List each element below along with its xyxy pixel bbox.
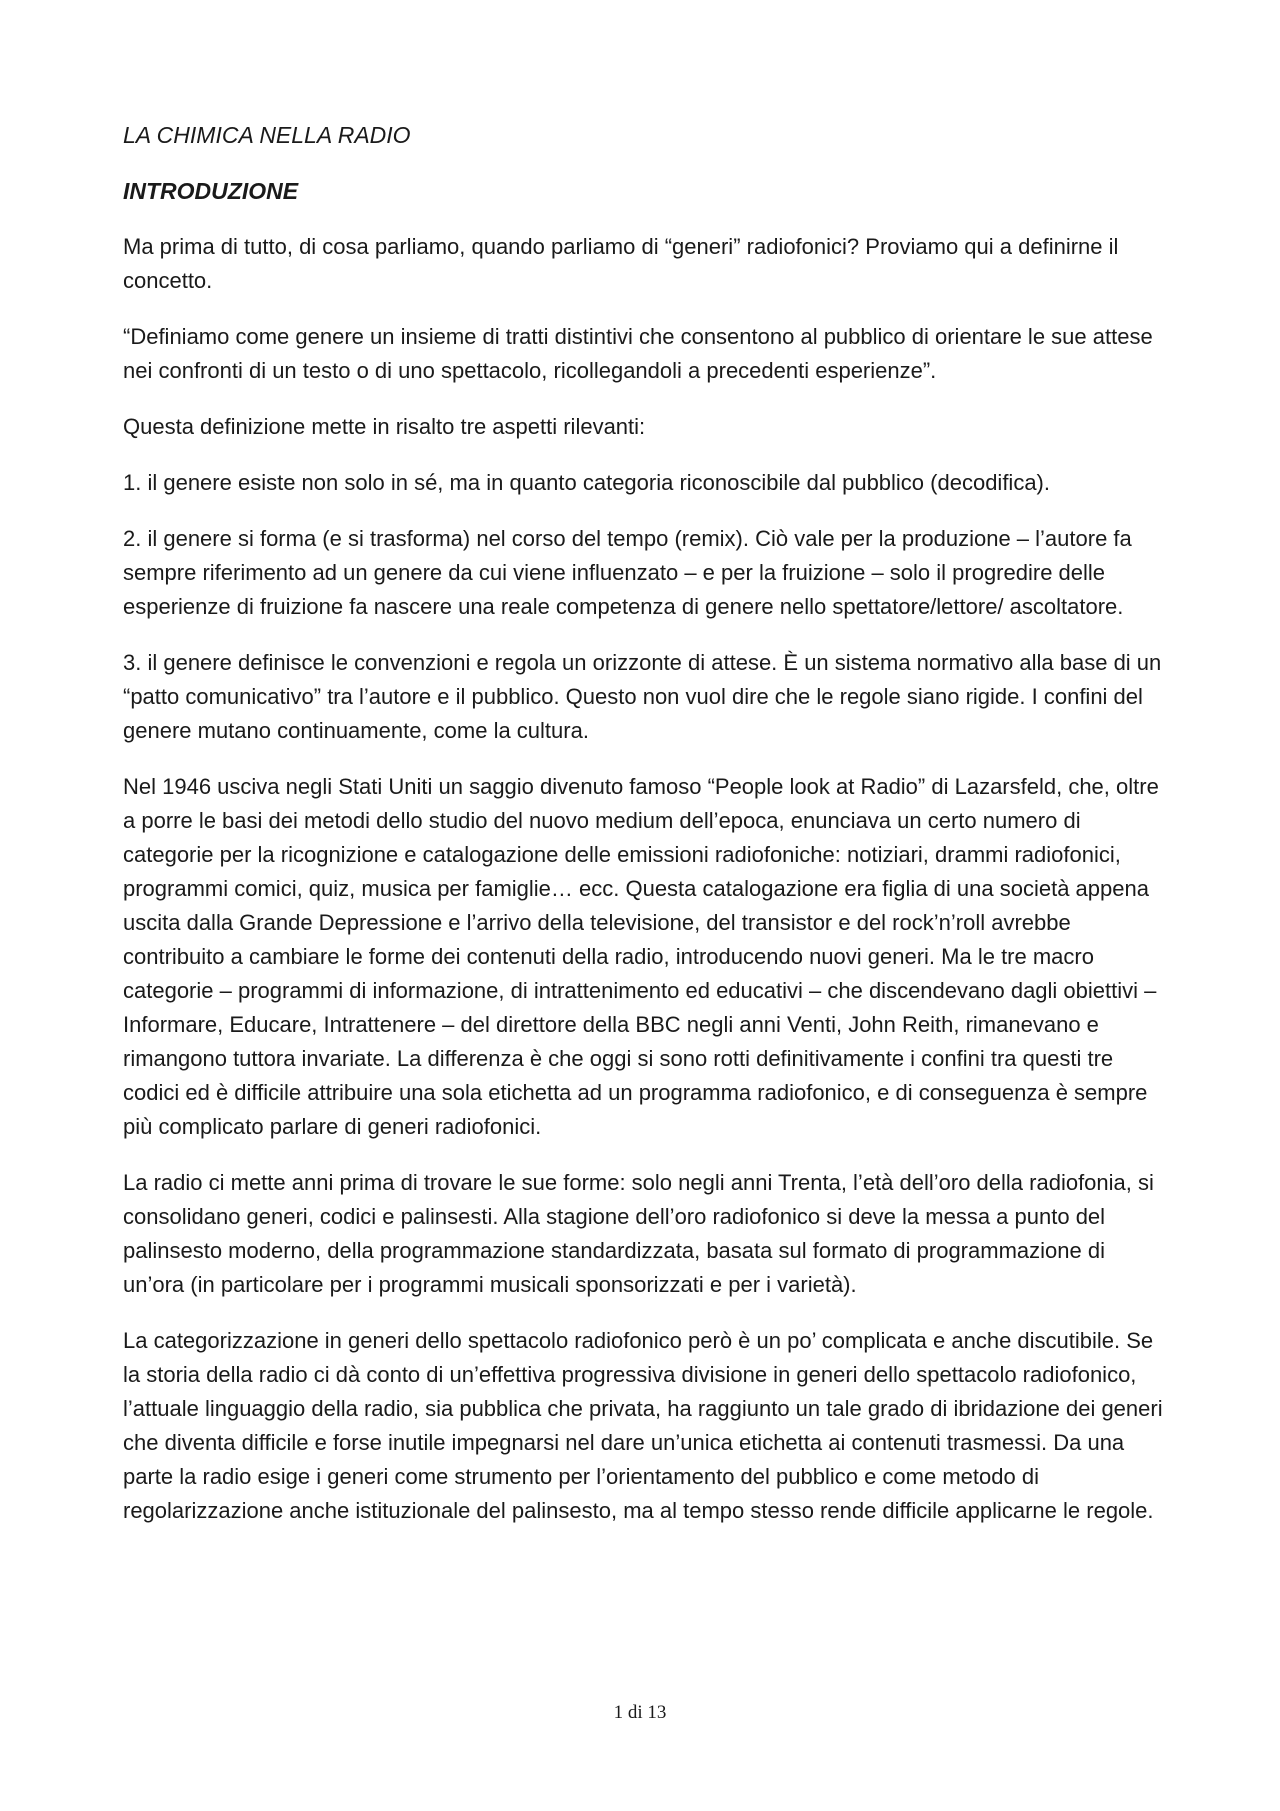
paragraph-golden-age: La radio ci mette anni prima di trovare le sue forme: solo negli anni Trenta, l’età dell’oro della radiofonia, si consolidano generi, codici e palinsesti. Alla stagione dell’oro radiofonico si deve la messa a punto del palinsesto moderno, della programmazione standardizzata, basata sul formato di programmazione di un’ora (in particolare per i programmi musicali sponsorizzati e per i varietà). [123,1170,1154,1297]
paragraph-categorization: La categorizzazione in generi dello spettacolo radiofonico però è un po’ complicata e anche discutibile. Se la storia della radio ci dà conto di un’effettiva progressiva divisione in generi dello spettacolo radiofonico, l’attuale linguaggio della radio, sia pubblica che privata, ha raggiunto un tale grado di ibridazione dei generi che diventa difficile e forse inutile impegnarsi nel dare un’unica etichetta ai contenuti trasmessi. Da una parte la radio esige i generi come strumento per l’orientamento del pubblico e come metodo di regolarizzazione anche istituzionale del palinsesto, ma al tempo stesso rende difficile applicarne le regole. [123,1328,1163,1523]
paragraph-point-1: 1. il genere esiste non solo in sé, ma in quanto categoria riconoscibile dal pubblico (decodifica). [123,470,1050,495]
document-body [123,118,1163,1550]
paragraph-aspects-intro: Questa definizione mette in risalto tre aspetti rilevanti: [123,414,646,439]
paragraph-lazarsfeld: Nel 1946 usciva negli Stati Uniti un saggio divenuto famoso “People look at Radio” di Lazarsfeld, che, oltre a porre le basi dei metodi dello studio del nuovo medium dell’epoca, enunciava un certo numero di categorie per la ricognizione e catalogazione delle emissioni radiofoniche: notiziari, drammi radiofonici, programmi comici, quiz, musica per famiglie… ecc. Questa catalogazione era figlia di una società appena uscita dalla Grande Depressione e l’arrivo della televisione, del transistor e del rock’n’roll avrebbe contribuito a cambiare le forme dei contenuti della radio, introducendo nuovi generi. Ma le tre macro categorie – programmi di informazione, di intrattenimento ed educativi – che discendevano dagli obiettivi – Informare, Educare, Intrattenere – del direttore della BBC negli anni Venti, John Reith, rimanevano e rimangono tuttora invariate. La differenza è che oggi si sono rotti definitivamente i confini tra questi tre codici ed è difficile attribuire una sola etichetta ad un programma radiofonico, e di conseguenza è sempre più complicato parlare di generi radiofonici. [123,774,1159,1139]
paragraph-point-2: 2. il genere si forma (e si trasforma) nel corso del tempo (remix). Ciò vale per la produzione – l’autore fa sempre riferimento ad un genere da cui viene influenzato – e per la fruizione – solo il progredire delle esperienze di fruizione fa nascere una reale competenza di genere nello spettatore/lettore/ ascoltatore. [123,526,1132,619]
paragraph-intro: Ma prima di tutto, di cosa parliamo, quando parliamo di “generi” radiofonici? Proviamo qui a definirne il concetto. [123,234,1119,293]
document-title: LA CHIMICA NELLA RADIO [123,122,411,148]
page-number: 1 di 13 [613,1702,667,1723]
paragraph-definition-quote: “Definiamo come genere un insieme di tratti distintivi che consentono al pubblico di orientare le sue attese nei confronti di un testo o di uno spettacolo, ricollegandoli a precedenti esperienze”. [123,324,1153,383]
paragraph-point-3: 3. il genere definisce le convenzioni e regola un orizzonte di attese. È un sistema normativo alla base di un “patto comunicativo” tra l’autore e il pubblico. Questo non vuol dire che le regole siano rigide. I confini del genere mutano continuamente, come la cultura. [123,650,1162,743]
section-title: INTRODUZIONE [123,178,299,204]
